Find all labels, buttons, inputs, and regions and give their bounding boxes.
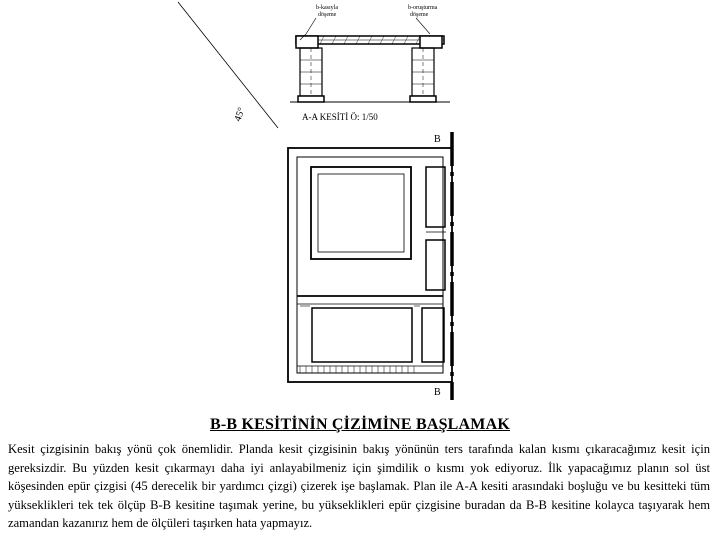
epure-line — [178, 2, 278, 128]
label-left-top: b-kasıyla — [316, 5, 338, 11]
plan-drawing — [288, 148, 452, 382]
label-left-bottom: döşeme — [318, 12, 337, 18]
label-right-bottom: döşeme — [410, 12, 429, 18]
section-mark-bottom: B — [434, 387, 441, 398]
section-aa-title: A-A KESİTİ Ö: 1/50 — [302, 112, 378, 122]
section-aa-drawing — [290, 18, 450, 102]
page-heading: B-B KESİTİNİN ÇİZİMİNE BAŞLAMAK — [209, 416, 511, 433]
section-mark-top: B — [434, 134, 441, 145]
label-right-top: b-oruşturma — [408, 5, 438, 11]
body-paragraph: Kesit çizgisinin bakış yönü çok önemlidir. Planda kesit çizgisinin bakış yönünün ters tarafında kalan kısmı çıkaracağımız kesit için gereksizdir. Bu yüzden kesit çıkarmayı daha iyi anlayabilmeniz için şimdilik o kısmı yok ediyoruz. İlk yapacağımız planın sol üst köşesinden epür çizgisi (45 derecelik bir yardımcı çizgi) çizerek işe başlamak. Plan ile A-A kesiti arasındaki boşluğu ve bu kesitteki tüm yükseklikleri tek tek ölçüp B-B kesitine taşımak yerine, bu yükseklikleri epür çizgisine buradan da B-B kesitine kolayca taşıyarak hem zamandan kazanırız hem de ölçüleri taşırken hata yapmayız. — [8, 442, 710, 531]
angle-label: 45° — [232, 106, 248, 124]
